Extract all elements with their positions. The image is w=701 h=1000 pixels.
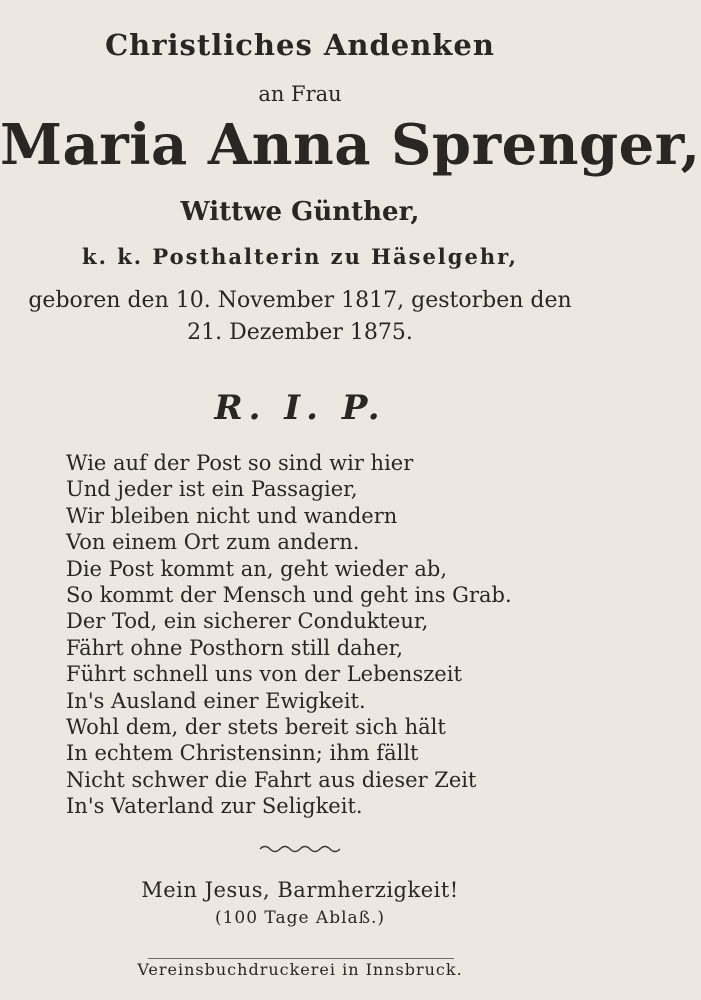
- indulgence-line: (100 Tage Ablaß.): [214, 908, 386, 928]
- wavy-divider-ornament: [0, 842, 600, 856]
- widow-line: Wittwe Günther,: [180, 197, 420, 227]
- poem-line: Führt schnell uns von der Lebenszeit: [66, 662, 462, 687]
- poem-line: So kommt der Mensch und geht ins Grab.: [66, 582, 512, 607]
- poem-line: Von einem Ort zum andern.: [66, 530, 360, 555]
- deceased-name: Maria Anna Sprenger,: [0, 112, 701, 178]
- poem-line: In echtem Christensinn; ihm fällt: [66, 741, 419, 766]
- card-heading: Christliches Andenken: [105, 28, 495, 62]
- poem-line: In's Ausland einer Ewigkeit.: [66, 688, 366, 713]
- rip-monogram: R. I. P.: [214, 388, 386, 428]
- poem-line: Der Tod, ein sicherer Condukteur,: [66, 609, 429, 634]
- poem: [66, 450, 586, 819]
- dates-line-1: geboren den 10. November 1817, gestorben den: [28, 288, 572, 313]
- poem-line: Wohl dem, der stets bereit sich hält: [66, 714, 446, 739]
- occupation-line: k. k. Posthalterin zu Häselgehr,: [82, 244, 518, 269]
- poem-line: Wie auf der Post so sind wir hier: [66, 451, 414, 475]
- dates-line-2: 21. Dezember 1875.: [187, 320, 413, 345]
- dedication-line: an Frau: [258, 82, 342, 106]
- poem-line: In's Vaterland zur Seligkeit.: [66, 794, 363, 819]
- poem-line: Und jeder ist ein Passagier,: [66, 477, 358, 502]
- poem-line: Nicht schwer die Fahrt aus dieser Zeit: [66, 767, 477, 792]
- footer-rule: [148, 958, 454, 959]
- poem-line: Die Post kommt an, geht wieder ab,: [66, 556, 448, 581]
- printer-imprint: Vereinsbuchdruckerei in Innsbruck.: [137, 960, 463, 979]
- poem-line: Wir bleiben nicht und wandern: [66, 503, 398, 528]
- prayer-line: Mein Jesus, Barmherzigkeit!: [141, 878, 459, 902]
- poem-line: Fährt ohne Posthorn still daher,: [66, 635, 404, 660]
